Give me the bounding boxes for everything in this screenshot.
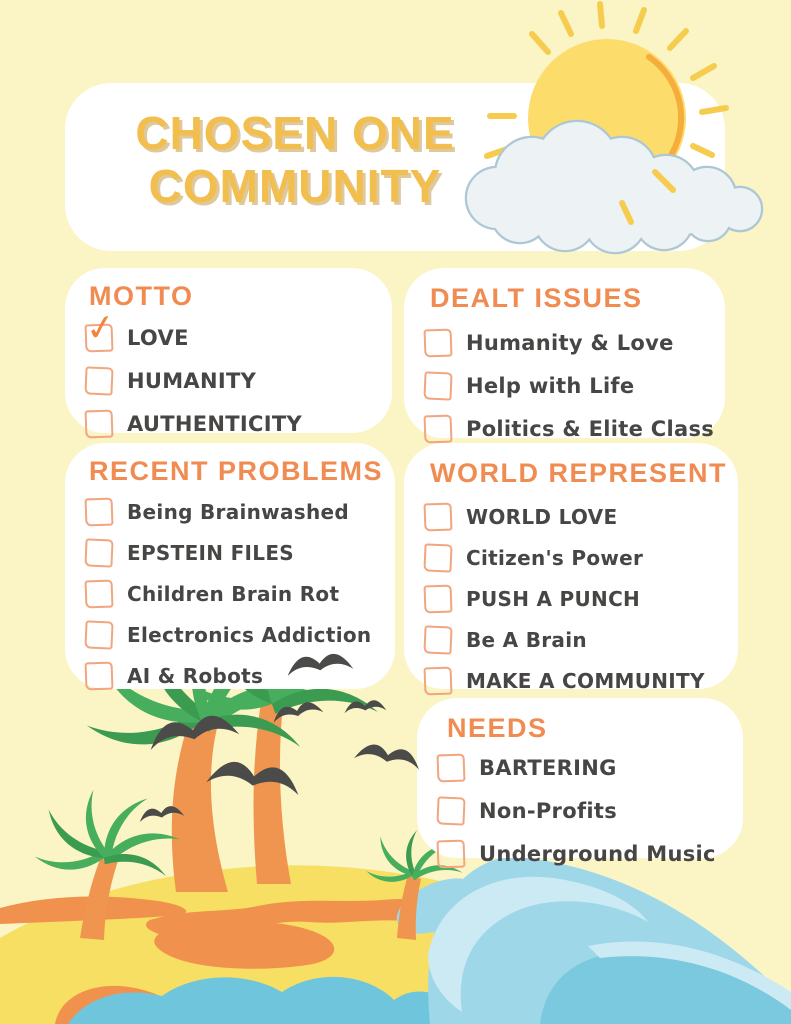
motto-card [65,268,392,436]
checkbox[interactable] [423,371,452,400]
checklist-item-label: Politics & Elite Class [466,416,715,441]
checkbox[interactable] [436,796,465,825]
dealt-issues-card [404,268,725,441]
checklist-item[interactable] [82,305,392,359]
checklist-item[interactable] [85,532,395,573]
checklist-item-label: LOVE [127,325,189,350]
checklist-item-label: Children Brain Rot [127,581,340,606]
checkbox[interactable] [424,414,453,443]
checkbox[interactable] [85,579,114,608]
checkbox[interactable] [84,366,113,395]
checklist-item[interactable] [424,496,738,537]
title-card [65,83,725,251]
recent-problems-card [65,443,395,689]
poster-title-line2: COMMUNITY [148,160,442,213]
recent-problems-heading: RECENT PROBLEMS [89,456,384,486]
checklist-item[interactable] [424,619,738,660]
checklist-item[interactable] [424,578,738,619]
checkbox[interactable] [424,666,453,695]
checkbox[interactable] [424,584,453,613]
checklist-item-label: Underground Music [479,841,716,866]
checklist-item-label: Electronics Addiction [127,622,372,647]
checklist-item[interactable] [437,832,743,875]
checklist-item-label: Humanity & Love [466,330,674,355]
dealt-issues-heading: DEALT ISSUES [430,283,643,313]
checklist-item[interactable] [437,789,743,832]
checkbox[interactable] [424,502,453,531]
checklist-item-label: AUTHENTICITY [127,411,302,436]
world-represent-card [404,443,738,693]
checklist-item[interactable] [85,573,395,614]
checklist-item-label: WORLD LOVE [466,504,618,529]
check-icon: ✓ [82,305,119,351]
needs-heading: NEEDS [447,713,548,743]
checklist-item[interactable] [85,491,395,532]
checklist-item-label: EPSTEIN FILES [127,540,294,565]
checkbox[interactable] [423,625,452,654]
poster-title-line1: CHOSEN ONE [135,107,455,159]
checkbox[interactable] [85,409,114,438]
checklist-item-label: Citizen's Power [466,545,644,570]
checklist-item-label: PUSH A PUNCH [466,586,641,611]
checkbox[interactable] [424,328,453,357]
checklist-item[interactable] [437,746,743,789]
checkbox[interactable] [84,620,113,649]
poster-title [75,107,515,214]
checkbox[interactable] [437,839,466,868]
checklist-item[interactable] [424,321,725,364]
needs-card [417,698,743,866]
checklist-item[interactable] [85,614,395,655]
checkbox[interactable] [423,543,452,572]
motto-heading: MOTTO [89,281,194,311]
checklist-item[interactable] [424,364,725,407]
checklist-item[interactable] [85,655,395,696]
checklist-item[interactable] [85,359,392,402]
checklist-item-label: Be A Brain [466,627,587,652]
checklist-item-label: Being Brainwashed [127,499,349,524]
world-represent-heading: WORLD REPRESENT [430,458,728,488]
checklist-item-label: HUMANITY [127,368,257,393]
checklist-item-label: Non-Profits [479,798,618,823]
checkbox[interactable] [85,497,114,526]
checklist-item[interactable] [85,402,392,445]
checklist-item-label: MAKE A COMMUNITY [466,668,705,693]
checklist-item-label: AI & Robots [127,663,264,688]
checkbox[interactable] [85,661,114,690]
checkbox[interactable] [82,305,119,352]
checklist-item[interactable] [424,660,738,701]
checklist-item-label: BARTERING [479,755,617,780]
checklist-item[interactable] [424,537,738,578]
checkbox[interactable] [84,538,113,567]
checklist-item-label: Help with Life [466,373,635,398]
checkbox[interactable] [437,753,466,782]
